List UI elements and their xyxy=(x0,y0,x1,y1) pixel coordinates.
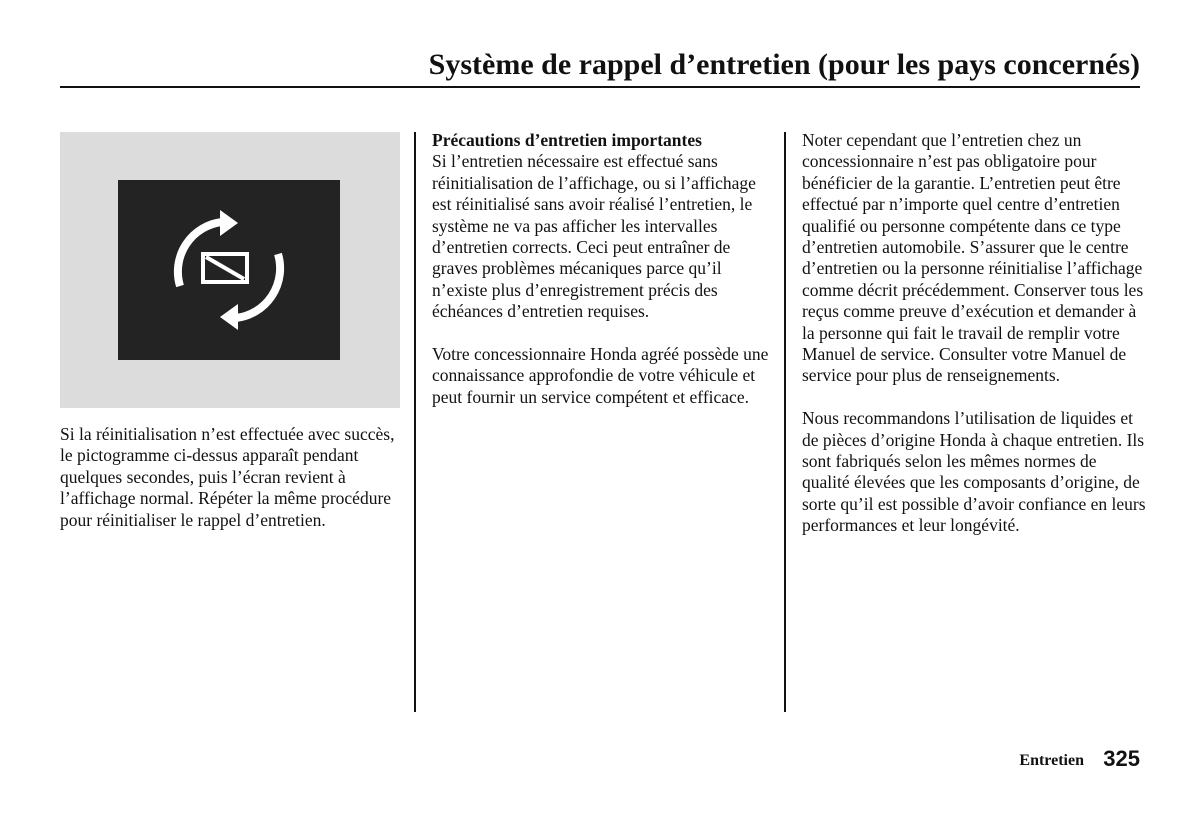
display-screen xyxy=(118,180,340,360)
page-number: 325 xyxy=(1103,746,1140,771)
figure-panel xyxy=(60,132,400,408)
maintenance-reset-icon xyxy=(168,210,290,330)
paragraph: Si l’entretien nécessaire est effectué sans réinitialisation de l’affichage, ou si l’affichage est réinitialisé sans avoir réalisé l’entretien, le système ne va pas afficher les intervalles d’entretien corrects. Ceci peut entraîner de graves problèmes mécaniques parce qu’il n’existe plus d’enregistrement précis des échéances d’entretien requises. xyxy=(432,151,756,322)
column-divider-2 xyxy=(784,132,786,712)
left-column-text xyxy=(60,424,398,552)
paragraph: Si la réinitialisation n’est effectuée avec succès, le pictogramme ci-dessus apparaît pendant quelques secondes, puis l’écran revient à l’affichage normal. Répéter la même procédure pour réinitialiser le rappel d’entretien. xyxy=(60,424,395,530)
title-rule xyxy=(60,86,1140,88)
paragraph: Votre concessionnaire Honda agréé possède une connaissance approfondie de votre véhicule et peut fournir un service compétent et efficace. xyxy=(432,344,769,407)
right-column-text xyxy=(802,130,1147,558)
paragraph: Noter cependant que l’entretien chez un concessionnaire n’est pas obligatoire pour bénéficier de la garantie. L’entretien peut être effectué par n’importe quel centre d’entretien qualifié ou personne compétente dans ce type d’entretien automobile. S’assurer que le centre d’entretien ou la personne réinitialise l’affichage comme décrit précédemment. Conserver tous les reçus comme preuve d’exécution et demander à la personne qui fait le travail de remplir votre Manuel de service. Consulter votre Manuel de service pour plus de renseignements. xyxy=(802,130,1144,386)
middle-column-text xyxy=(432,130,777,430)
page-title: Système de rappel d’entretien (pour les pays concernés) xyxy=(428,48,1140,81)
column-divider-1 xyxy=(414,132,416,712)
paragraph: Nous recommandons l’utilisation de liquides et de pièces d’origine Honda à chaque entretien. Ils sont fabriqués selon les mêmes normes de qualité élevées que les composants d’origine, de sorte qu’il est possible d’avoir confiance en leurs performances et leur longévité. xyxy=(802,408,1146,536)
section-heading: Précautions d’entretien importantes xyxy=(432,130,702,150)
footer-section-label: Entretien xyxy=(1019,752,1084,769)
